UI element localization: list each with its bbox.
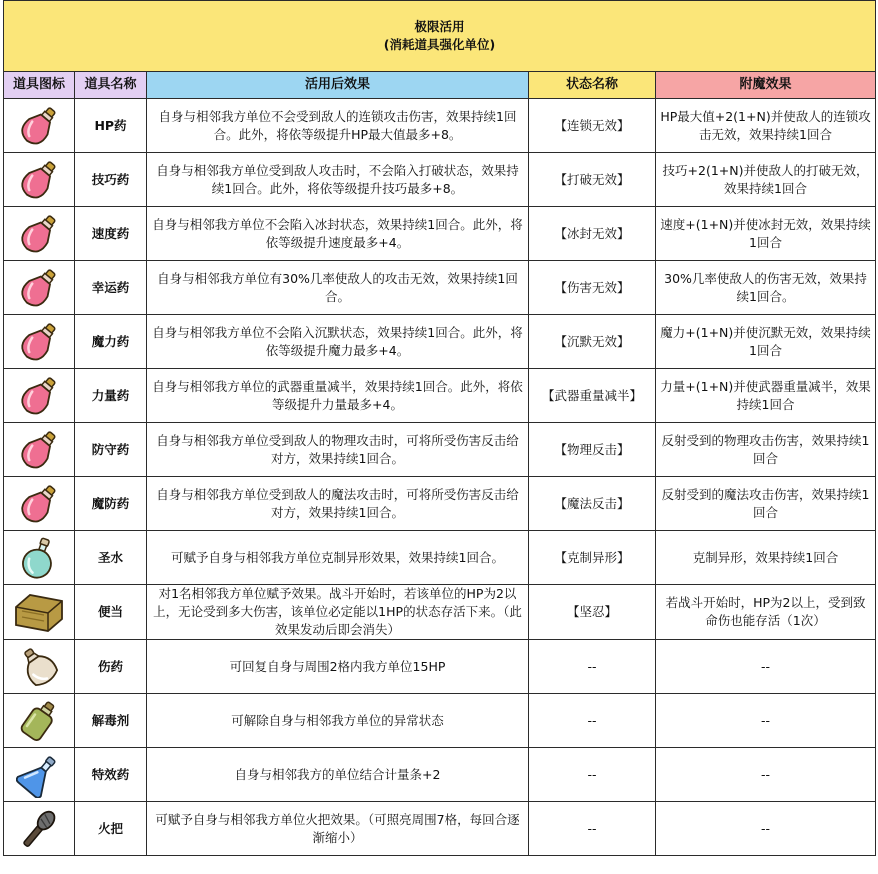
header-status: 状态名称 — [529, 72, 656, 99]
item-icon-cell — [4, 99, 75, 153]
item-enchant: -- — [656, 748, 876, 802]
table-row — [4, 531, 876, 585]
item-effect: 自身与相邻我方单位有30%几率使敌人的攻击无效，效果持续1回合。 — [147, 261, 529, 315]
vulnerary-pouch-icon — [8, 644, 70, 690]
item-effect: 自身与相邻我方单位不会陷入沉默状态，效果持续1回合。此外，将依等级提升魔力最多+4。 — [147, 315, 529, 369]
table-row — [4, 802, 876, 856]
item-enchant: 力量+(1+N)并使武器重量减半，效果持续1回合 — [656, 369, 876, 423]
item-status: -- — [529, 640, 656, 694]
item-icon-cell — [4, 802, 75, 856]
item-name: 解毒剂 — [75, 694, 147, 748]
header-effect: 活用后效果 — [147, 72, 529, 99]
holy-water-flask-icon — [8, 535, 70, 581]
item-effect: 可赋予自身与相邻我方单位火把效果。（可照亮周围7格，每回合逐渐缩小） — [147, 802, 529, 856]
item-enchant: 若战斗开始时，HP为2以上，受到致命伤也能存活（1次） — [656, 585, 876, 640]
item-table — [3, 0, 876, 856]
item-status: 【冰封无效】 — [529, 207, 656, 261]
item-name: 速度药 — [75, 207, 147, 261]
pink-potion-icon — [8, 373, 70, 419]
item-status: 【武器重量减半】 — [529, 369, 656, 423]
table-row — [4, 261, 876, 315]
table-row — [4, 748, 876, 802]
item-enchant: 克制异形，效果持续1回合 — [656, 531, 876, 585]
item-name: 魔力药 — [75, 315, 147, 369]
item-status: -- — [529, 694, 656, 748]
item-effect: 对1名相邻我方单位赋予效果。战斗开始时，若该单位的HP为2以上，无论受到多大伤害，该单位必定能以1HP的状态存活下来。（此效果发动后即会消失） — [147, 585, 529, 640]
item-enchant: 技巧+2(1+N)并使敌人的打破无效，效果持续1回合 — [656, 153, 876, 207]
item-status: 【沉默无效】 — [529, 315, 656, 369]
item-icon-cell — [4, 153, 75, 207]
item-name: 魔防药 — [75, 477, 147, 531]
item-name: 便当 — [75, 585, 147, 640]
item-status: 【克制异形】 — [529, 531, 656, 585]
item-effect: 自身与相邻我方单位不会陷入冰封状态，效果持续1回合。此外，将依等级提升速度最多+4。 — [147, 207, 529, 261]
item-icon-cell — [4, 585, 75, 640]
header-row — [4, 72, 876, 99]
item-name: 圣水 — [75, 531, 147, 585]
title-line-1: 极限活用 — [414, 19, 465, 34]
table-title — [4, 1, 876, 72]
item-status: 【打破无效】 — [529, 153, 656, 207]
table-row — [4, 99, 876, 153]
item-enchant: -- — [656, 694, 876, 748]
table-row — [4, 423, 876, 477]
item-effect: 自身与相邻我方单位的武器重量减半，效果持续1回合。此外，将依等级提升力量最多+4。 — [147, 369, 529, 423]
pink-potion-icon — [8, 211, 70, 257]
blue-elixir-flask-icon — [8, 752, 70, 798]
pink-potion-icon — [8, 427, 70, 473]
item-status: 【伤害无效】 — [529, 261, 656, 315]
item-effect: 可赋予自身与相邻我方单位克制异形效果，效果持续1回合。 — [147, 531, 529, 585]
item-icon-cell — [4, 261, 75, 315]
item-icon-cell — [4, 369, 75, 423]
item-status: 【连锁无效】 — [529, 99, 656, 153]
item-icon-cell — [4, 531, 75, 585]
table-row — [4, 585, 876, 640]
table-row — [4, 153, 876, 207]
table-row — [4, 315, 876, 369]
item-status: 【坚忍】 — [529, 585, 656, 640]
item-name: 防守药 — [75, 423, 147, 477]
item-status: 【物理反击】 — [529, 423, 656, 477]
pink-potion-icon — [8, 265, 70, 311]
item-enchant: HP最大值+2(1+N)并使敌人的连锁攻击无效，效果持续1回合 — [656, 99, 876, 153]
item-status: 【魔法反击】 — [529, 477, 656, 531]
header-name: 道具名称 — [75, 72, 147, 99]
lunch-box-icon — [8, 589, 70, 635]
item-enchant: 魔力+(1+N)并使沉默无效，效果持续1回合 — [656, 315, 876, 369]
item-name: HP药 — [75, 99, 147, 153]
item-icon-cell — [4, 477, 75, 531]
header-enchant: 附魔效果 — [656, 72, 876, 99]
table-row — [4, 640, 876, 694]
item-name: 技巧药 — [75, 153, 147, 207]
item-icon-cell — [4, 207, 75, 261]
pink-potion-icon — [8, 103, 70, 149]
table-row — [4, 694, 876, 748]
item-name: 伤药 — [75, 640, 147, 694]
item-enchant: 30%几率使敌人的伤害无效，效果持续1回合。 — [656, 261, 876, 315]
item-name: 力量药 — [75, 369, 147, 423]
item-status: -- — [529, 802, 656, 856]
item-effect: 自身与相邻我方单位受到敌人攻击时，不会陷入打破状态，效果持续1回合。此外，将依等级提升技巧最多+8。 — [147, 153, 529, 207]
item-name: 幸运药 — [75, 261, 147, 315]
item-icon-cell — [4, 748, 75, 802]
item-icon-cell — [4, 640, 75, 694]
item-effect: 自身与相邻我方的单位结合计量条+2 — [147, 748, 529, 802]
item-name: 火把 — [75, 802, 147, 856]
pink-potion-icon — [8, 157, 70, 203]
item-icon-cell — [4, 694, 75, 748]
table-row — [4, 369, 876, 423]
header-icon: 道具图标 — [4, 72, 75, 99]
item-enchant: -- — [656, 802, 876, 856]
pink-potion-icon — [8, 481, 70, 527]
torch-icon — [8, 806, 70, 852]
item-effect: 自身与相邻我方单位受到敌人的物理攻击时，可将所受伤害反击给对方，效果持续1回合。 — [147, 423, 529, 477]
item-icon-cell — [4, 315, 75, 369]
item-enchant: -- — [656, 640, 876, 694]
item-effect: 可解除自身与相邻我方单位的异常状态 — [147, 694, 529, 748]
item-effect: 自身与相邻我方单位受到敌人的魔法攻击时，可将所受伤害反击给对方，效果持续1回合。 — [147, 477, 529, 531]
title-line-2: (消耗道具强化单位) — [383, 37, 496, 52]
item-enchant: 速度+(1+N)并使冰封无效，效果持续1回合 — [656, 207, 876, 261]
item-icon-cell — [4, 423, 75, 477]
item-enchant: 反射受到的物理攻击伤害，效果持续1回合 — [656, 423, 876, 477]
item-effect: 自身与相邻我方单位不会受到敌人的连锁攻击伤害，效果持续1回合。此外，将依等级提升HP最大值最多+8。 — [147, 99, 529, 153]
pink-potion-icon — [8, 319, 70, 365]
item-enchant: 反射受到的魔法攻击伤害，效果持续1回合 — [656, 477, 876, 531]
item-name: 特效药 — [75, 748, 147, 802]
item-status: -- — [529, 748, 656, 802]
item-effect: 可回复自身与周围2格内我方单位15HP — [147, 640, 529, 694]
table-row — [4, 477, 876, 531]
antitoxin-bottle-icon — [8, 698, 70, 744]
table-row — [4, 207, 876, 261]
